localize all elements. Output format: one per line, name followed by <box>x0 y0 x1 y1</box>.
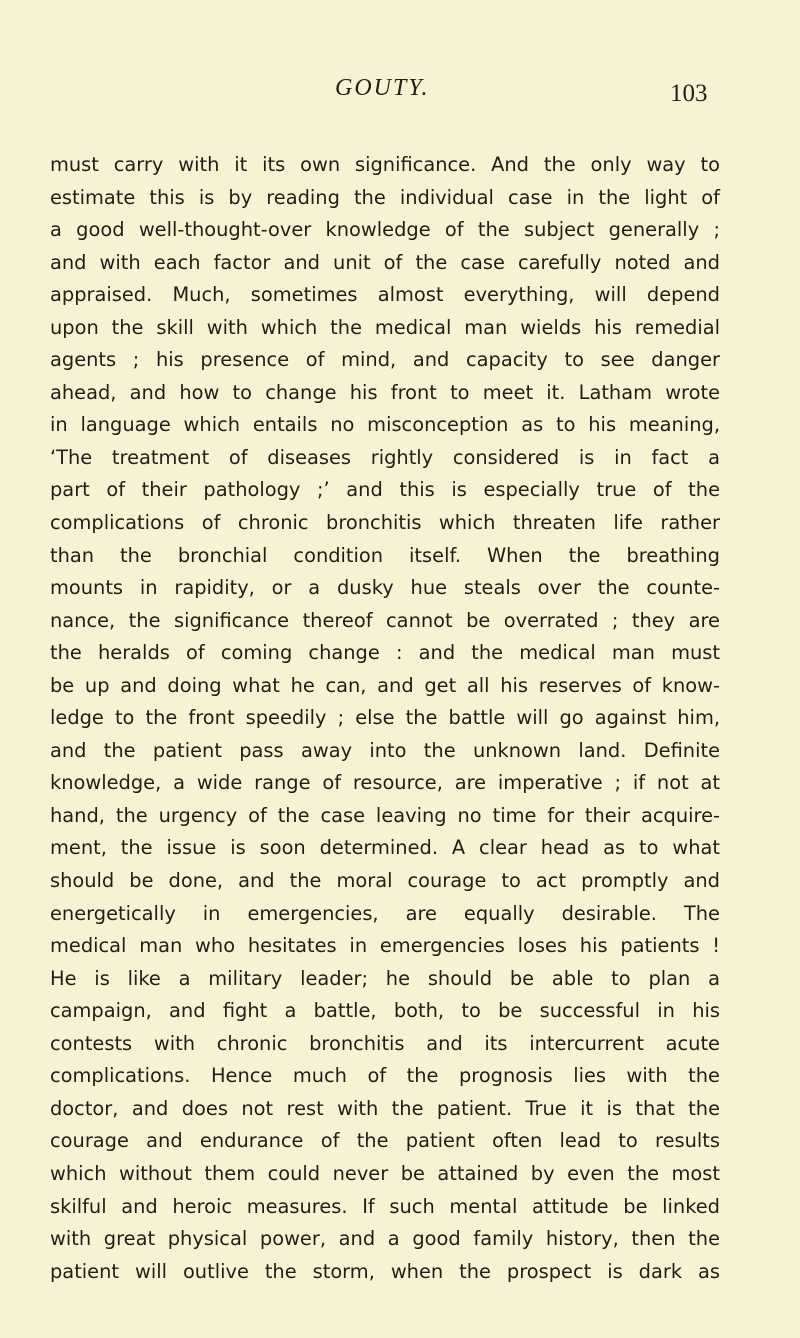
text-line: must carry with it its own significance. And the only way to <box>50 153 720 176</box>
text-line: mounts in rapidity, or a dusky hue steals over the counte- <box>50 576 720 600</box>
text-line: than the bronchial condition itself. When the breathing <box>50 543 720 567</box>
text-line: in language which entails no misconception as to his meaning, <box>50 413 720 437</box>
running-head <box>0 73 800 113</box>
body-text <box>50 149 720 1288</box>
text-line: nance, the significance thereof cannot be overrated ; they are <box>50 608 720 632</box>
page-number: 103 <box>670 80 708 107</box>
text-line: which without them could never be attained by even the most <box>50 1161 720 1185</box>
text-line: agents ; his presence of mind, and capacity to see danger <box>50 348 720 372</box>
text-line: with great physical power, and a good family history, then the <box>50 1227 720 1251</box>
text-line: ahead, and how to change his front to meet it. Latham wrote <box>50 380 720 404</box>
text-line: should be done, and the moral courage to act promptly and <box>50 869 720 893</box>
text-line: be up and doing what he can, and get all his reserves of know- <box>50 673 720 697</box>
text-line: campaign, and fight a battle, both, to be successful in his <box>50 999 720 1023</box>
text-line: estimate this is by reading the individual case in the light of <box>50 185 720 209</box>
text-line: appraised. Much, sometimes almost everything, will depend <box>50 283 720 307</box>
text-line: a good well-thought-over knowledge of the subject generally ; <box>50 218 720 242</box>
text-line: He is like a military leader; he should be able to plan a <box>50 966 720 990</box>
text-line: and with each factor and unit of the case carefully noted and <box>50 250 720 274</box>
text-line: and the patient pass away into the unknown land. Definite <box>50 738 720 762</box>
text-line: upon the skill with which the medical man wields his remedial <box>50 315 720 339</box>
text-line: skilful and heroic measures. If such mental attitude be linked <box>50 1194 720 1218</box>
running-title: GOUTY. <box>335 75 430 101</box>
text-line: contests with chronic bronchitis and its intercurrent acute <box>50 1031 720 1055</box>
text-line: part of their pathology ;’ and this is especially true of the <box>50 478 720 502</box>
text-line: the heralds of coming change : and the medical man must <box>50 641 720 665</box>
text-line: medical man who hesitates in emergencies loses his patients ! <box>50 934 720 958</box>
text-line: knowledge, a wide range of resource, are imperative ; if not at <box>50 771 720 795</box>
text-line: complications of chronic bronchitis which threaten life rather <box>50 511 720 535</box>
text-line: energetically in emergencies, are equally desirable. The <box>50 901 720 925</box>
text-line: courage and endurance of the patient often lead to results <box>50 1129 720 1153</box>
text-line: patient will outlive the storm, when the prospect is dark as <box>50 1259 720 1283</box>
text-line: ment, the issue is soon determined. A clear head as to what <box>50 836 720 860</box>
text-line: doctor, and does not rest with the patient. True it is that the <box>50 1096 720 1120</box>
text-line: ‘The treatment of diseases rightly considered is in fact a <box>50 445 720 469</box>
text-line: complications. Hence much of the prognosis lies with the <box>50 1064 720 1088</box>
text-line: hand, the urgency of the case leaving no time for their acquire- <box>50 803 720 827</box>
text-line: ledge to the front speedily ; else the battle will go against him, <box>50 706 720 730</box>
